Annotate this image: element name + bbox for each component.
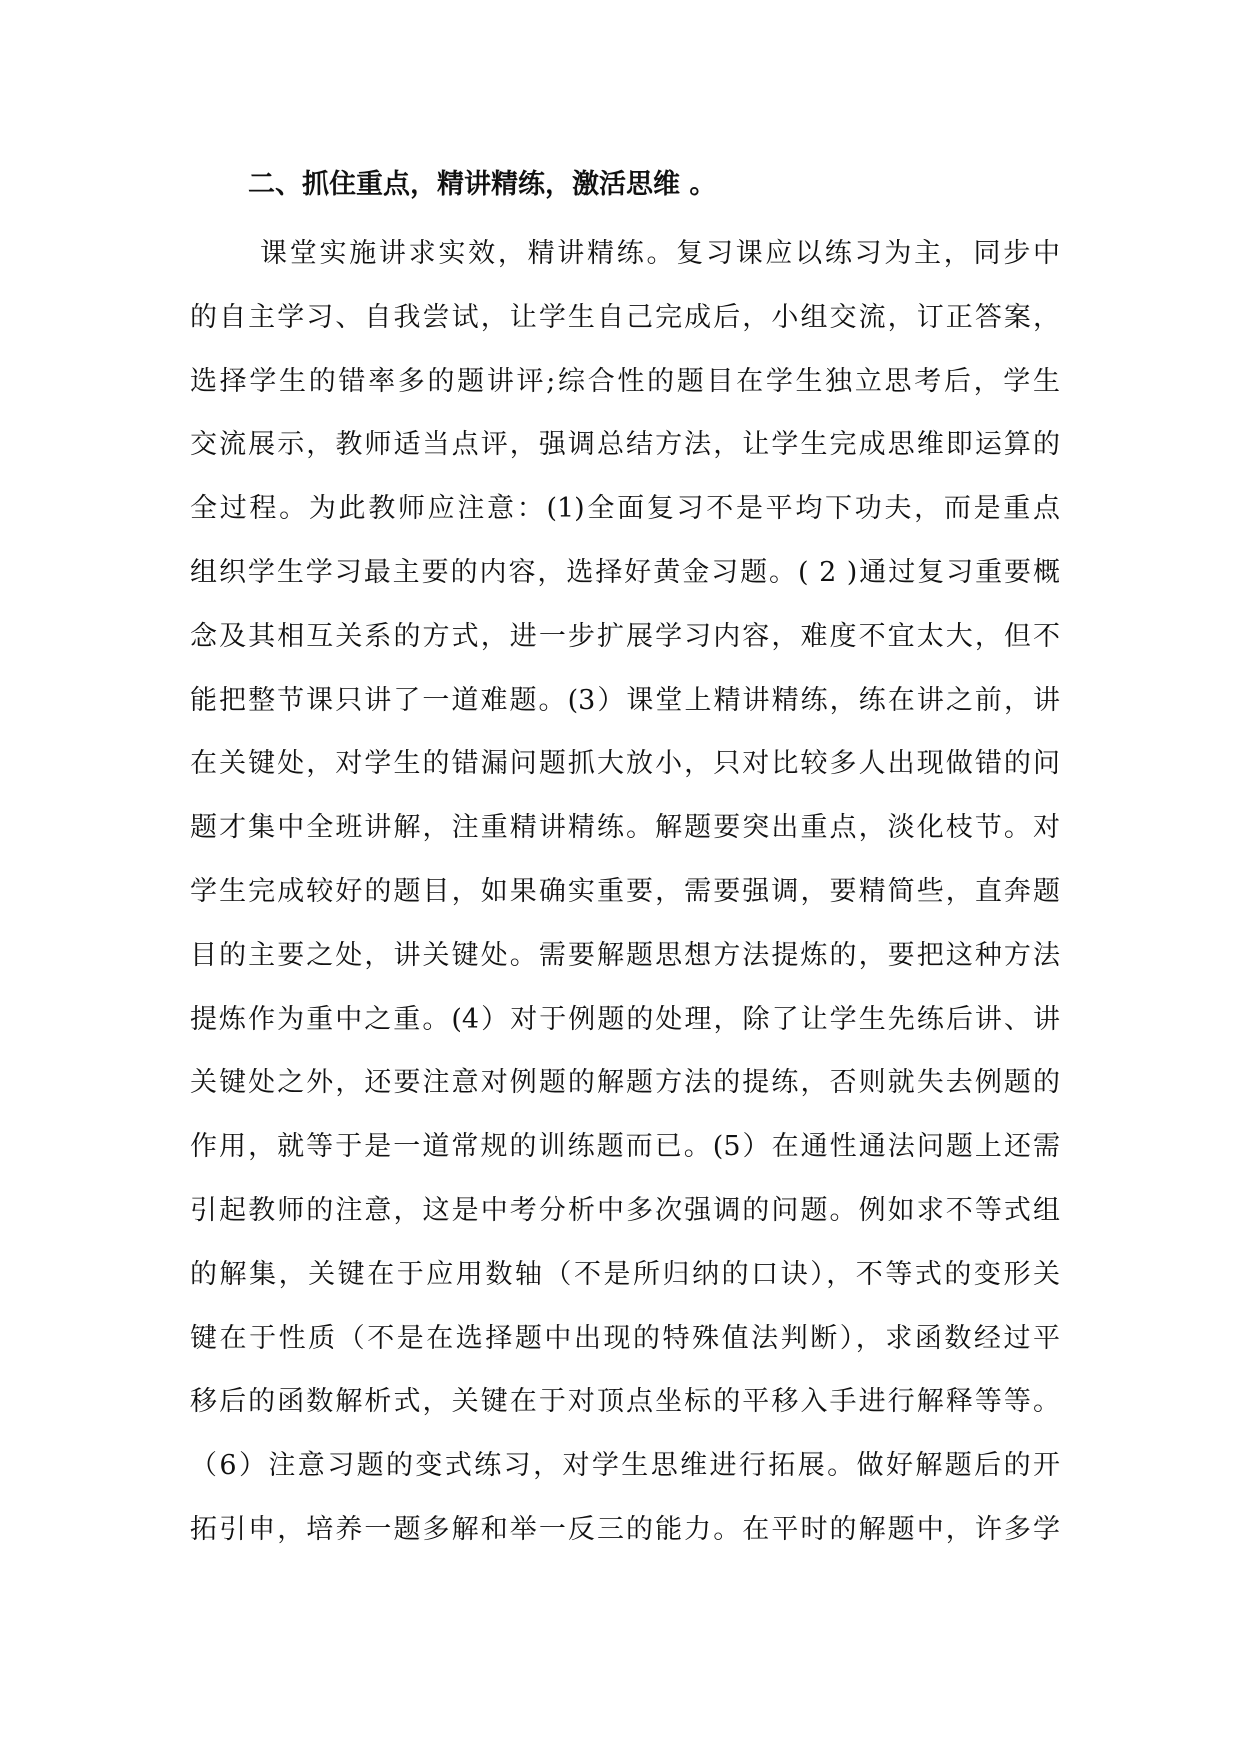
section-heading: 二、抓住重点，精讲精练，激活思维 。 [248,169,717,200]
paragraph-line: 的自主学习、自我尝试，让学生自己完成后，小组交流，订正答案， [190,301,1060,333]
paragraph-line: 全过程。为此教师应注意：(1)全面复习不是平均下功夫，而是重点 [190,493,1060,525]
section-body [190,222,1060,1562]
paragraph-line: 拓引申，培养一题多解和举一反三的能力。在平时的解题中，许多学 [190,1513,1060,1545]
paragraph-line: 学生完成较好的题目，如果确实重要，需要强调，要精简些，直奔题 [190,875,1060,907]
paragraph-line: 题才集中全班讲解，注重精讲精练。解题要突出重点，淡化枝节。对 [190,812,1060,844]
paragraph-line: 在关键处，对学生的错漏问题抓大放小，只对比较多人出现做错的问 [190,748,1060,780]
paragraph-line: 交流展示，教师适当点评，强调总结方法，让学生完成思维即运算的 [190,429,1060,461]
paragraph-line: 移后的函数解析式，关键在于对顶点坐标的平移入手进行解释等等。 [190,1386,1060,1418]
paragraph-line: 作用，就等于是一道常规的训练题而已。(5）在通性通法问题上还需 [190,1131,1060,1163]
paragraph-line: （6）注意习题的变式练习，对学生思维进行拓展。做好解题后的开 [190,1450,1060,1482]
paragraph-line: 提炼作为重中之重。(4）对于例题的处理，除了让学生先练后讲、讲 [190,1003,1060,1035]
paragraph-line: 能把整节课只讲了一道难题。(3）课堂上精讲精练，练在讲之前，讲 [190,684,1060,716]
paragraph-line: 念及其相互关系的方式，进一步扩展学习内容，难度不宜太大，但不 [190,620,1060,652]
paragraph-line: 选择学生的错率多的题讲评;综合性的题目在学生独立思考后，学生 [190,365,1060,397]
paragraph-line: 键在于性质（不是在选择题中出现的特殊值法判断），求函数经过平 [190,1322,1060,1354]
paragraph-line: 的解集，关键在于应用数轴（不是所归纳的口诀），不等式的变形关 [190,1258,1060,1290]
paragraph-line: 组织学生学习最主要的内容，选择好黄金习题。( 2 )通过复习重要概 [190,556,1060,588]
paragraph-line: 目的主要之处，讲关键处。需要解题思想方法提炼的，要把这种方法 [190,939,1060,971]
paragraph-line: 引起教师的注意，这是中考分析中多次强调的问题。例如求不等式组 [190,1194,1060,1226]
paragraph-line: 关键处之外，还要注意对例题的解题方法的提练，否则就失去例题的 [190,1067,1060,1099]
paragraph-line: 课堂实施讲求实效，精讲精练。复习课应以练习为主，同步中 [260,238,1060,269]
